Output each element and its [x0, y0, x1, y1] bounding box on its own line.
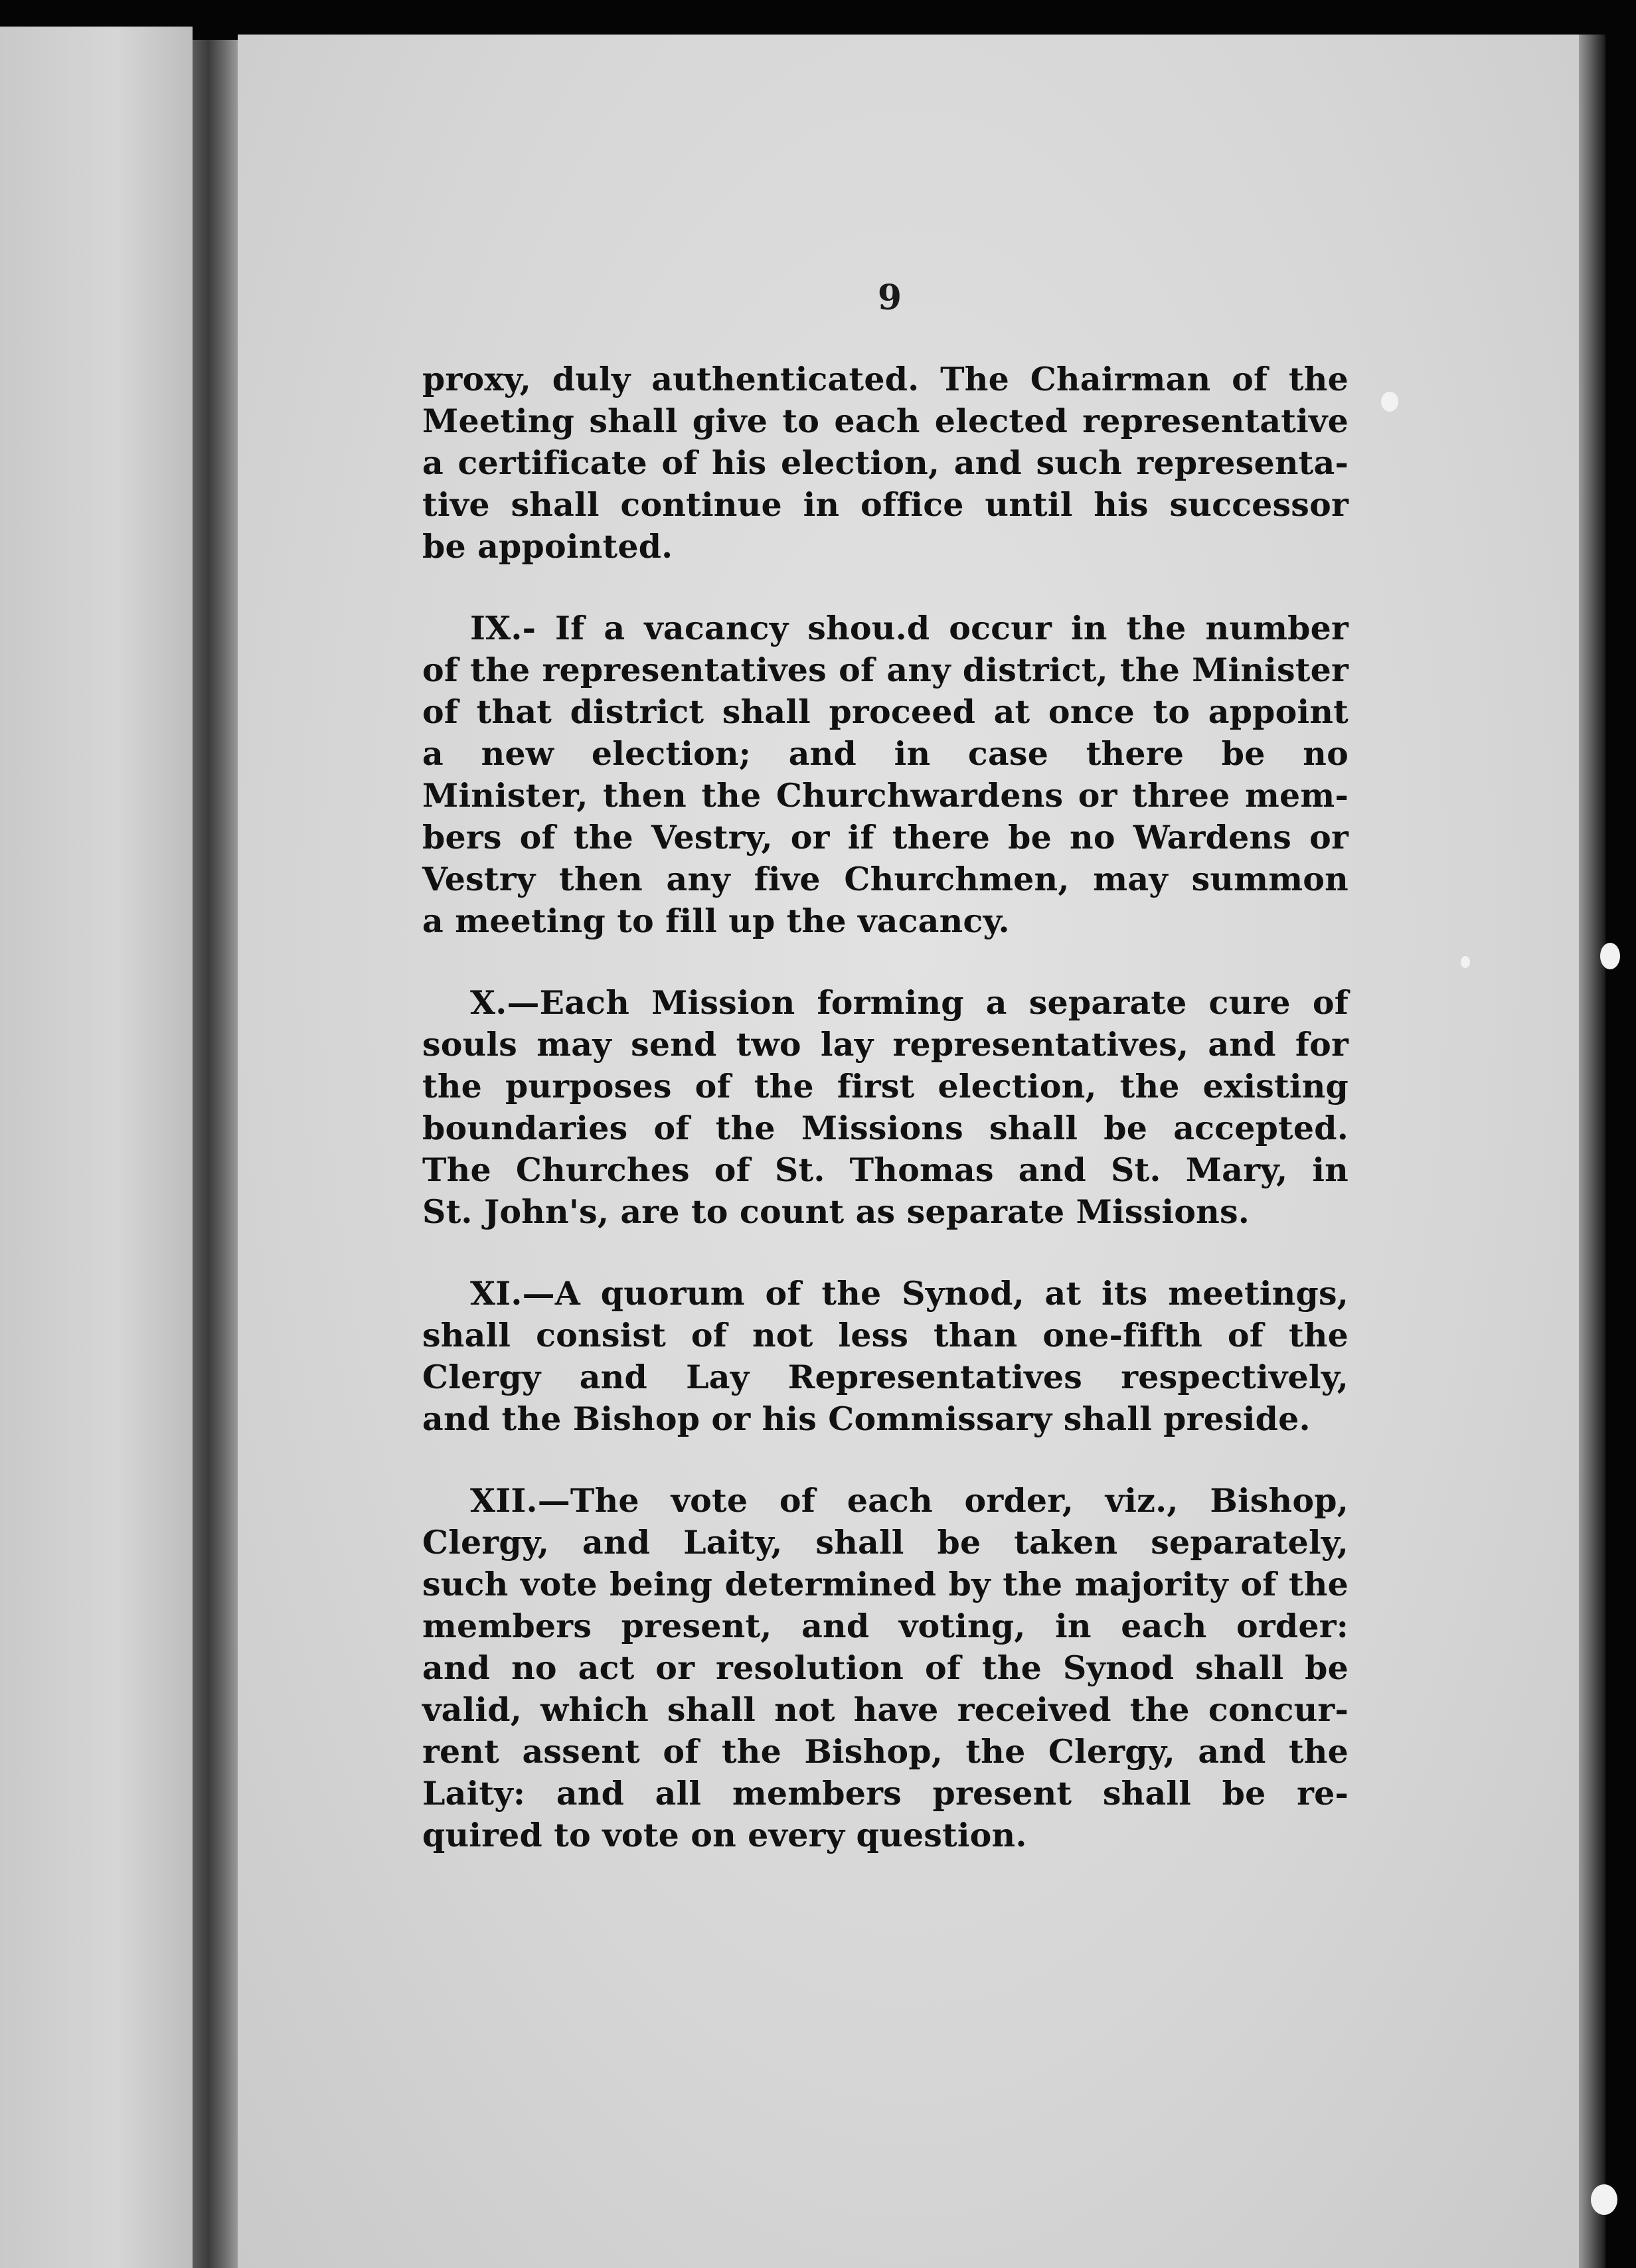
text-line: St. John's, are to count as separate Missions. — [422, 1192, 1250, 1231]
text-line: the purposes of the first election, the existing — [422, 1067, 1349, 1105]
text-line: XII.—The vote of each order, viz., Bishop, — [470, 1481, 1349, 1520]
paragraph-section-xii — [422, 1480, 1349, 1856]
body-text — [422, 359, 1349, 1856]
page-edge-shadow — [1579, 35, 1605, 2268]
text-line: of that district shall proceed at once to appoint — [422, 692, 1349, 731]
text-line: rent assent of the Bishop, the Clergy, and the — [422, 1732, 1349, 1771]
text-line: and no act or resolution of the Synod shall be — [422, 1649, 1349, 1687]
paper-speck — [1461, 956, 1470, 968]
text-line: tive shall continue in office until his successor — [422, 485, 1349, 524]
book-gutter — [193, 40, 238, 2268]
text-line: members present, and voting, in each order: — [422, 1607, 1349, 1645]
text-line: such vote being determined by the majority of the — [422, 1565, 1349, 1603]
text-line: of the representatives of any district, the Minister — [422, 651, 1349, 689]
paper-speck — [1600, 943, 1620, 969]
text-line: Minister, then the Churchwardens or three mem- — [422, 776, 1349, 815]
text-line: valid, which shall not have received the concur- — [422, 1690, 1349, 1729]
paragraph-section-xi — [422, 1273, 1349, 1440]
page-number: 9 — [877, 278, 902, 318]
text-line: Clergy, and Laity, shall be taken separately, — [422, 1523, 1349, 1562]
text-line: a new election; and in case there be no — [422, 734, 1349, 773]
text-line: shall consist of not less than one-fifth of the — [422, 1316, 1349, 1354]
paragraph-section-ix — [422, 608, 1349, 942]
paragraph-section-x — [422, 982, 1349, 1233]
text-line: boundaries of the Missions shall be accepted. — [422, 1109, 1349, 1147]
text-line: Laity: and all members present shall be re- — [422, 1774, 1349, 1813]
text-line: XI.—A quorum of the Synod, at its meetings, — [470, 1274, 1349, 1313]
facing-page-edge — [0, 27, 193, 2268]
text-line: be appointed. — [422, 527, 673, 566]
text-line: The Churches of St. Thomas and St. Mary, in — [422, 1151, 1349, 1189]
paragraph-continuation — [422, 359, 1349, 568]
paper-speck — [1381, 392, 1398, 412]
text-line: IX.- If a vacancy shou.d occur in the number — [470, 609, 1349, 647]
text-line: Clergy and Lay Representatives respectively, — [422, 1358, 1349, 1396]
text-line: X.—Each Mission forming a separate cure of — [470, 983, 1349, 1022]
text-line: bers of the Vestry, or if there be no Wardens or — [422, 818, 1349, 856]
text-line: and the Bishop or his Commissary shall preside. — [422, 1400, 1311, 1438]
text-line: quired to vote on every question. — [422, 1816, 1027, 1854]
text-line: Vestry then any five Churchmen, may summon — [422, 860, 1349, 898]
text-line: a certificate of his election, and such representa- — [422, 444, 1349, 482]
text-line: souls may send two lay representatives, and for — [422, 1025, 1349, 1064]
text-line: proxy, duly authenticated. The Chairman of the — [422, 360, 1349, 398]
text-line: a meeting to fill up the vacancy. — [422, 902, 1010, 940]
paper-speck — [1591, 2184, 1617, 2215]
text-line: Meeting shall give to each elected representative — [422, 402, 1349, 440]
